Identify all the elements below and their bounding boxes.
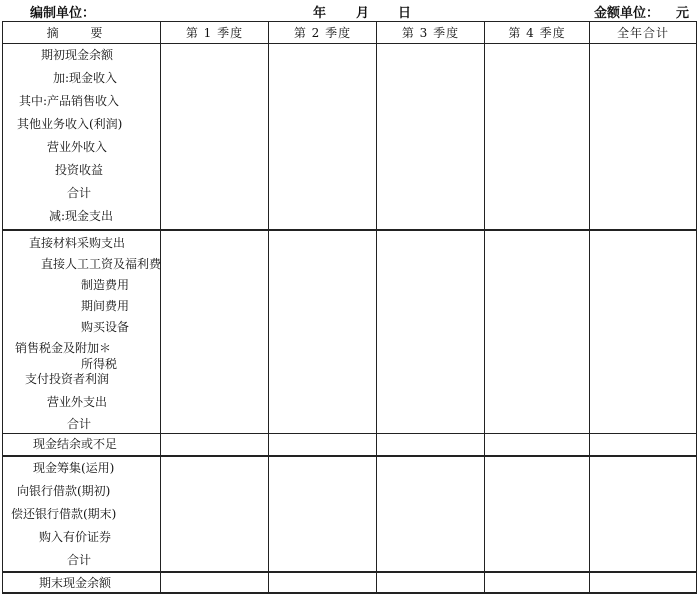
q4-cell: [485, 230, 590, 434]
column-header-annual-total: 全年合计: [590, 22, 697, 44]
row-label: 期初现金余额: [41, 48, 114, 62]
row-label: 合计: [67, 552, 92, 567]
row-label: 营业外支出: [47, 394, 108, 409]
summary-cell: [3, 44, 161, 230]
q1-cell: [161, 572, 269, 593]
q2-cell: [269, 44, 377, 230]
q2-cell: [269, 572, 377, 593]
q2-cell: [269, 230, 377, 434]
cash-budget-table: [2, 21, 697, 594]
annual-total-cell: [590, 572, 697, 593]
row-label: 直接材料采购支出: [29, 235, 126, 250]
annual-total-cell: [590, 230, 697, 434]
row-label: 销售税金及附加＊: [15, 340, 112, 355]
q3-cell: [377, 230, 485, 434]
row-label: 购入有价证券: [39, 529, 112, 544]
currency-unit: 元: [676, 6, 690, 21]
compiling-unit-label: 编制单位：: [30, 6, 96, 21]
row-label: 期末现金余额: [39, 575, 112, 590]
summary-cell: [3, 456, 161, 572]
table-row: [3, 230, 697, 434]
table-row: [3, 434, 697, 456]
q4-cell: [485, 572, 590, 593]
column-header-q3: 第 3 季度: [377, 22, 485, 44]
column-header-q1: 第 1 季度: [161, 22, 269, 44]
table-row: [3, 44, 697, 230]
report-header: [0, 0, 698, 20]
row-label: 营业外收入: [47, 140, 108, 154]
q2-cell: [269, 456, 377, 572]
q1-cell: [161, 230, 269, 434]
row-label: 直接人工工资及福利费: [41, 256, 162, 271]
annual-total-cell: [590, 44, 697, 230]
year-label: 年: [313, 6, 327, 21]
annual-total-cell: [590, 434, 697, 456]
q3-cell: [377, 456, 485, 572]
column-header-q4: 第 4 季度: [485, 22, 590, 44]
summary-cell: [3, 572, 161, 593]
table-header-row: [3, 22, 697, 44]
row-label: 向银行借款(期初): [17, 483, 111, 498]
q1-cell: [161, 456, 269, 572]
table-row: [3, 456, 697, 572]
row-label: 加:现金收入: [53, 71, 118, 85]
row-label: 其中:产品销售收入: [19, 94, 120, 108]
row-label: 期间费用: [81, 298, 130, 313]
row-label: 其他业务收入(利润): [17, 117, 123, 131]
row-label: 所得税: [81, 356, 118, 371]
currency-unit-label: 金额单位：: [594, 6, 660, 21]
row-label: 减:现金支出: [49, 209, 114, 223]
q4-cell: [485, 456, 590, 572]
month-label: 月: [356, 6, 370, 21]
row-label: 支付投资者利润: [25, 371, 110, 386]
q3-cell: [377, 44, 485, 230]
summary-cell: [3, 434, 161, 456]
row-label: 现金结余或不足: [33, 437, 118, 451]
q4-cell: [485, 44, 590, 230]
day-label: 日: [398, 6, 412, 21]
row-label: 制造费用: [81, 277, 130, 292]
column-header-q2: 第 2 季度: [269, 22, 377, 44]
row-label: 合计: [67, 416, 92, 431]
column-header-summary: 摘 要: [3, 22, 161, 44]
q3-cell: [377, 434, 485, 456]
row-label: 现金筹集(运用): [33, 460, 115, 475]
row-label: 购买设备: [81, 319, 130, 334]
q4-cell: [485, 434, 590, 456]
q3-cell: [377, 572, 485, 593]
row-label: 偿还银行借款(期末): [11, 506, 117, 521]
annual-total-cell: [590, 456, 697, 572]
table-row: [3, 572, 697, 593]
q1-cell: [161, 44, 269, 230]
row-label: 合计: [67, 186, 92, 200]
summary-cell: [3, 230, 161, 434]
row-label: 投资收益: [55, 163, 104, 177]
q2-cell: [269, 434, 377, 456]
q1-cell: [161, 434, 269, 456]
